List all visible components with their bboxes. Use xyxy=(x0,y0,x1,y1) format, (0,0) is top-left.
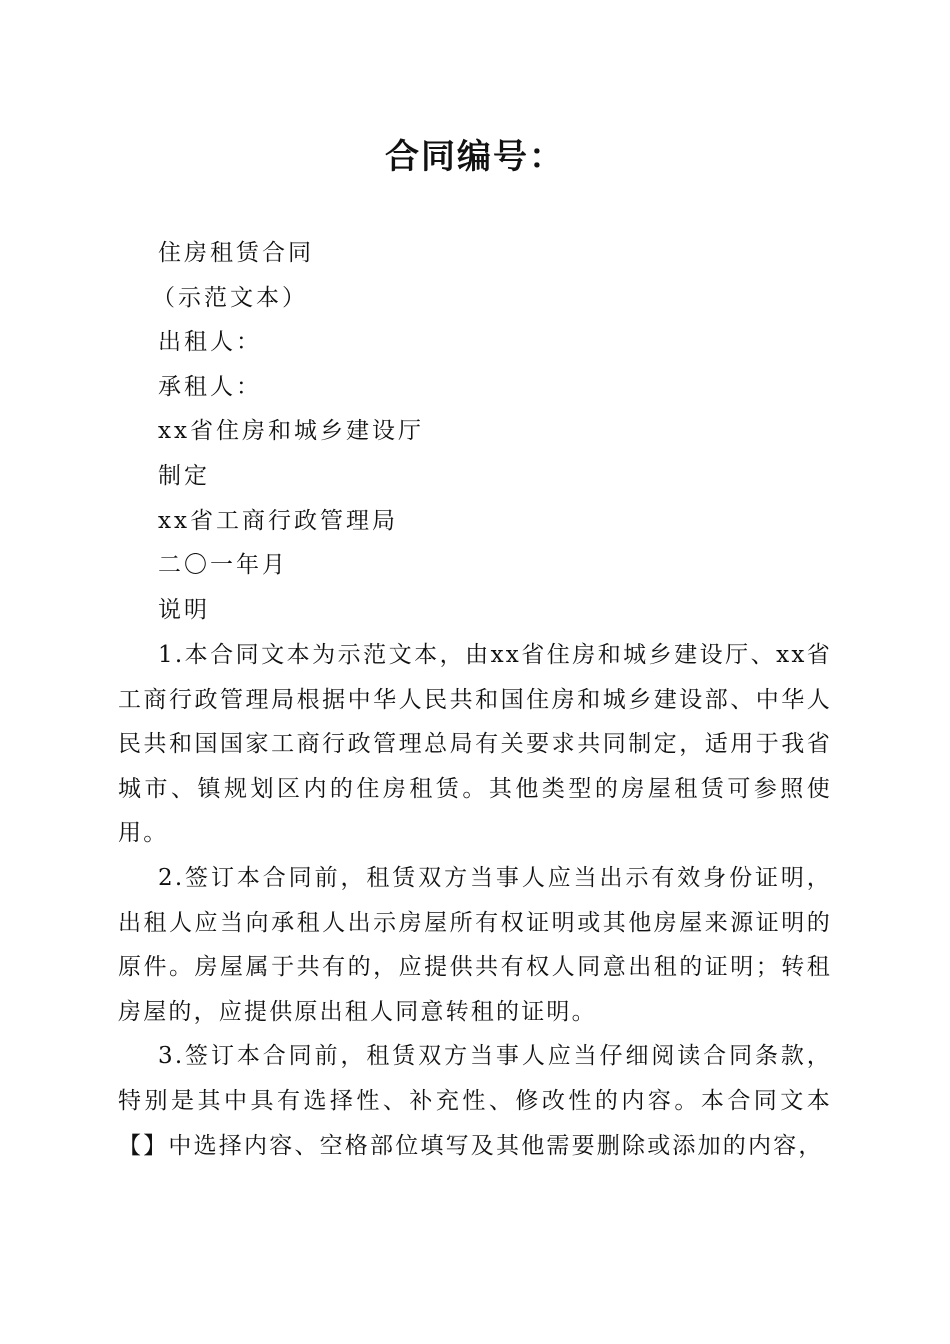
lessor-label: 出租人： xyxy=(158,329,262,356)
contract-name: 住房租赁合同 xyxy=(158,240,314,266)
lessee-label: 承租人： xyxy=(158,373,262,400)
issued-label: 制定 xyxy=(158,462,210,489)
instruction-paragraph-2: 2.签订本合同前，租赁双方当事人应当出示有效身份证明，出租人应当向承租人出示房屋所有权证明或其他房屋来源证明的原件。房屋属于共有的，应提供共有权人同意出租的证明；转租房屋的，应提供原出租人同意转租的证明。 xyxy=(118,864,832,1025)
instructions-body xyxy=(118,633,832,1168)
issue-date: 二〇一年月 xyxy=(158,552,288,579)
cover-lines xyxy=(152,231,838,632)
contract-number-title: 合同编号： xyxy=(385,137,565,177)
instructions-heading: 说明 xyxy=(158,596,210,623)
instruction-paragraph-3: 3.签订本合同前，租赁双方当事人应当仔细阅读合同条款，特别是其中具有选择性、补充性、修改性的内容。本合同文本【】中选择内容、空格部位填写及其他需要删除或添加的内容， xyxy=(118,1043,832,1159)
template-label: （示范文本） xyxy=(152,284,308,311)
instruction-paragraph-1: 1.本合同文本为示范文本，由xx省住房和城乡建设厅、xx省工商行政管理局根据中华人民共和国住房和城乡建设部、中华人民共和国国家工商行政管理总局有关要求共同制定，适用于我省城市、镇规划区内的住房租赁。其他类型的房屋租赁可参照使用。 xyxy=(118,642,832,847)
issuer-housing-dept: xx省住房和城乡建设厅 xyxy=(158,418,424,445)
issuer-commerce-bureau: xx省工商行政管理局 xyxy=(158,507,398,534)
